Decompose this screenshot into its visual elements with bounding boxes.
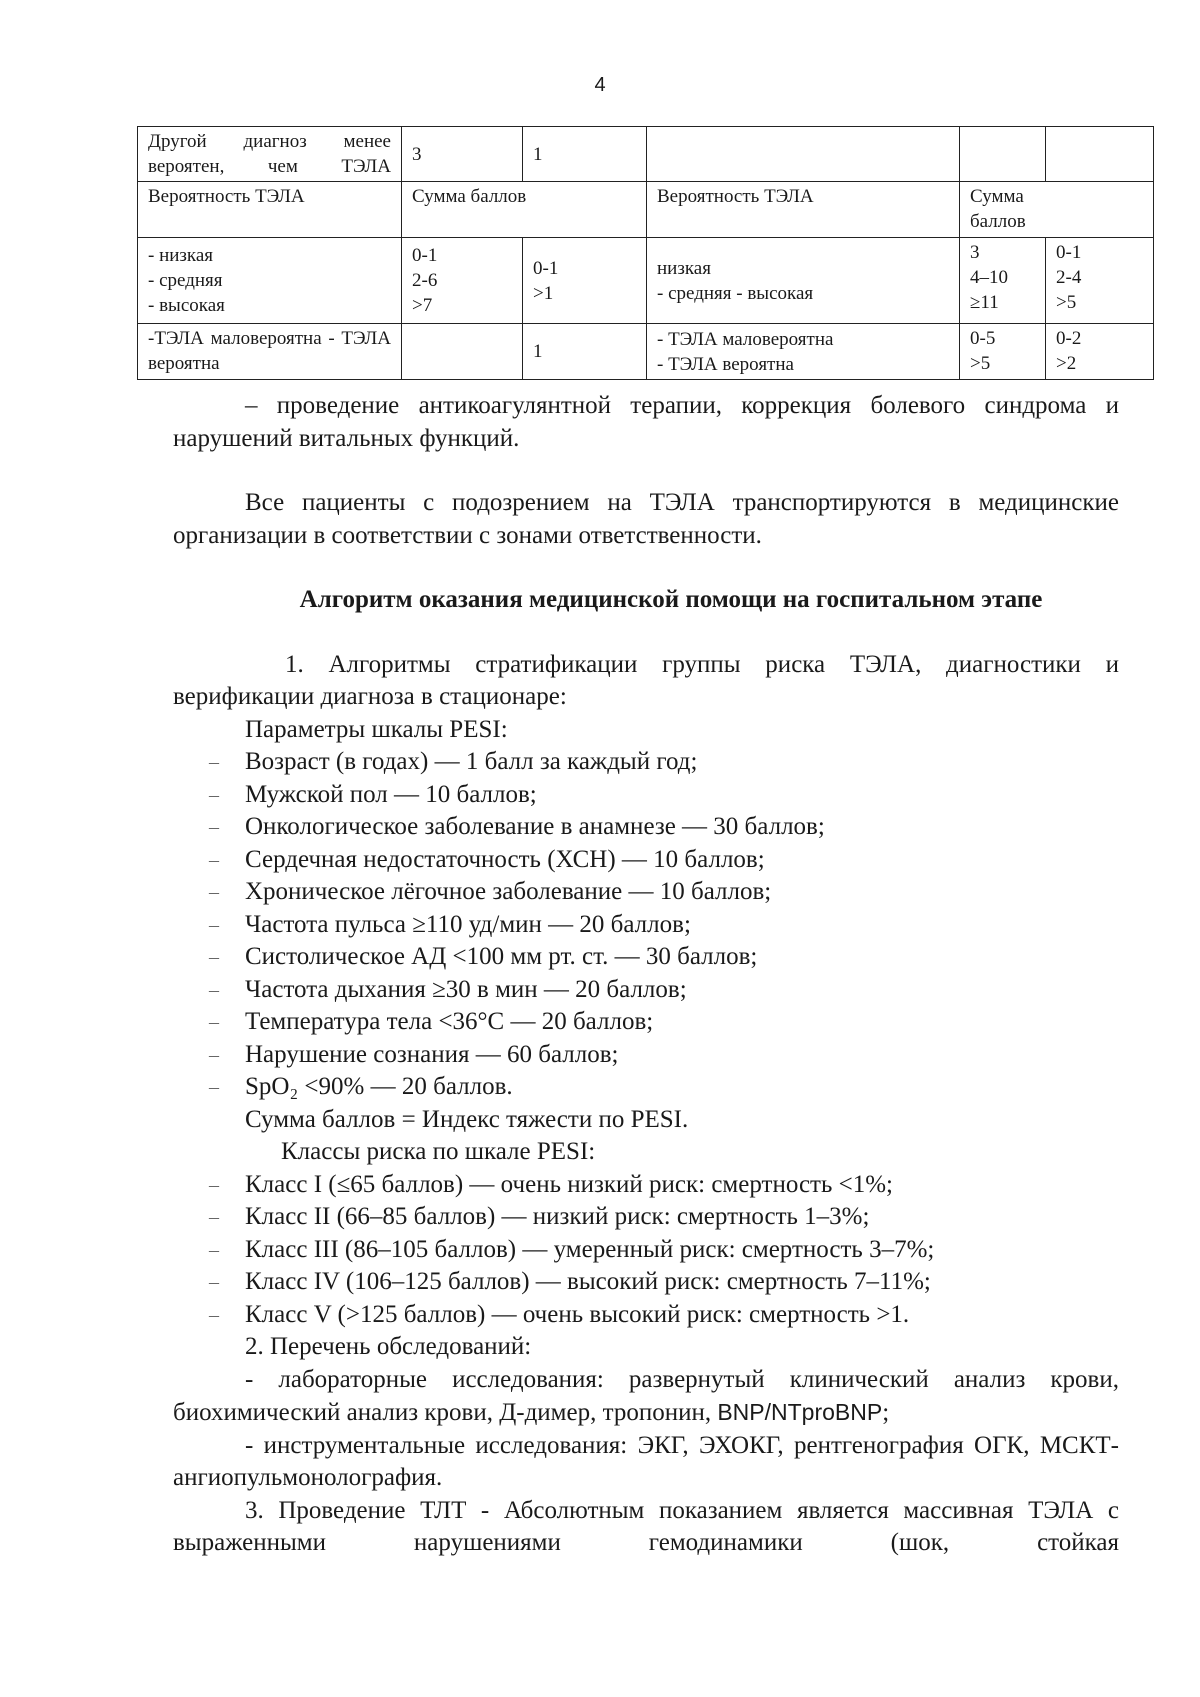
- table-row: [138, 182, 1154, 238]
- lab-end: ;: [882, 1399, 890, 1426]
- table-cell: [1046, 127, 1154, 182]
- lab-text: - лабораторные исследования: развернутый клинический анализ крови, биохимический анализ крови, Д-димер, тропонин,: [173, 1365, 1119, 1426]
- list-item: [173, 844, 1119, 877]
- table-cell: [647, 127, 960, 182]
- list-item-text: Систолическое АД <100 мм рт. ст. — 30 баллов;: [245, 943, 758, 970]
- item-3: 3. Проведение ТЛТ - Абсолютным показанием является массивная ТЭЛА с выраженными нарушениями гемодинамики (шок, стойкая: [173, 1496, 1119, 1556]
- table-cell: Сумма баллов: [402, 182, 647, 238]
- list-item: [173, 1201, 1119, 1234]
- dash-marker: –: [209, 1043, 219, 1066]
- list-item-text: Частота пульса ≥110 уд/мин — 20 баллов;: [245, 910, 691, 938]
- list-item: [173, 1071, 1119, 1104]
- paragraph-therapy: – проведение антикоагулянтной терапии, коррекция болевого синдрома и нарушений витальных функций.: [173, 392, 1119, 452]
- dash-marker: –: [209, 848, 219, 871]
- dash-marker: –: [209, 1076, 219, 1098]
- body-text: [173, 390, 1119, 1560]
- dash-marker: –: [209, 881, 219, 903]
- list-item: [173, 746, 1119, 779]
- list-item-text: Класс II (66–85 баллов) — низкий риск: смертность 1–3%;: [245, 1203, 870, 1230]
- list-item-text: Частота дыхания ≥30 в мин — 20 баллов;: [245, 975, 687, 1003]
- dash-marker: –: [209, 816, 219, 838]
- table-cell: 1: [523, 127, 647, 182]
- list-item-text: Онкологическое заболевание в анамнезе — 30 баллов;: [245, 813, 825, 840]
- paragraph-instrumental: - инструментальные исследования: ЭКГ, ЭХОКГ, рентгенография ОГК, МСКТ-ангиопульмонолография.: [173, 1431, 1119, 1491]
- dash-marker: –: [209, 1303, 219, 1326]
- list-item: [173, 1266, 1119, 1299]
- table-cell: Сумма баллов: [960, 182, 1154, 238]
- page-number: 4: [594, 74, 606, 96]
- table-cell: Другой диагноз менее вероятен, чем ТЭЛА: [138, 127, 402, 182]
- dash-marker: –: [209, 946, 219, 968]
- dash-marker: –: [209, 1271, 219, 1293]
- list-item: [173, 1234, 1119, 1267]
- list-item: [173, 1039, 1119, 1072]
- dash-marker: –: [209, 1238, 219, 1261]
- item-1: 1. Алгоритмы стратификации группы риска ТЭЛА, диагностики и верификации диагноза в стационаре:: [173, 650, 1119, 710]
- table-cell: Вероятность ТЭЛА: [138, 182, 402, 238]
- table-row: [138, 324, 1154, 380]
- list-item: [173, 876, 1119, 909]
- table-row: [138, 238, 1154, 324]
- table-cell: [960, 127, 1046, 182]
- table-cell: низкая - средняя - высокая: [647, 238, 960, 324]
- section-heading: Алгоритм оказания медицинской помощи на госпитальном этапе: [299, 586, 1043, 613]
- paragraph-lab: [173, 1364, 1119, 1430]
- dash-marker: –: [209, 1011, 219, 1033]
- pesi-classes-list: [173, 1169, 1119, 1332]
- list-item: [173, 941, 1119, 974]
- list-item: [173, 909, 1119, 942]
- dash-marker: –: [209, 1173, 219, 1196]
- list-item: [173, 1169, 1119, 1202]
- dash-marker: –: [209, 751, 219, 773]
- dash-marker: –: [209, 1206, 219, 1228]
- pesi-classes-title: Классы риска по шкале PESI:: [281, 1138, 596, 1165]
- list-item: [173, 811, 1119, 844]
- list-item-text: Класс V (>125 баллов) — очень высокий риск: смертность >1.: [245, 1300, 910, 1328]
- list-item-text: Температура тела <36°С — 20 баллов;: [245, 1008, 654, 1035]
- dash-marker: –: [209, 913, 219, 936]
- table-cell: 0-1 2-4 >5: [1046, 238, 1154, 324]
- dash-marker: –: [209, 978, 219, 1001]
- list-item-text: Мужской пол — 10 баллов;: [245, 780, 537, 808]
- table-cell: 0-2 >2: [1046, 324, 1154, 380]
- table-cell: Вероятность ТЭЛА: [647, 182, 960, 238]
- list-item-text: Возраст (в годах) — 1 балл за каждый год;: [245, 748, 698, 775]
- list-item: [173, 1299, 1119, 1332]
- list-item-text: Класс I (≤65 баллов) — очень низкий риск: смертность <1%;: [245, 1170, 893, 1198]
- table-row: [138, 127, 1154, 182]
- list-item-text: Хроническое лёгочное заболевание — 10 баллов;: [245, 878, 772, 905]
- list-item-text: Класс IV (106–125 баллов) — высокий риск: смертность 7–11%;: [245, 1268, 931, 1295]
- table-cell: [402, 324, 523, 380]
- table-cell: 0-1 >1: [523, 238, 647, 324]
- list-item: [173, 779, 1119, 812]
- table-cell: 0-1 2-6 >7: [402, 238, 523, 324]
- table-cell: - ТЭЛА маловероятна - ТЭЛА вероятна: [647, 324, 960, 380]
- pesi-sum: Сумма баллов = Индекс тяжести по PESI.: [245, 1105, 689, 1133]
- dash-marker: –: [209, 783, 219, 806]
- lab-markers: BNP/NTproBNP: [717, 1399, 883, 1425]
- table-cell: - низкая - средняя - высокая: [138, 238, 402, 324]
- paragraph-transport: Все пациенты с подозрением на ТЭЛА транспортируются в медицинские организации в соответствии с зонами ответственности.: [173, 489, 1119, 549]
- pesi-params-title: Параметры шкалы PESI:: [245, 715, 508, 743]
- list-item-text: Нарушение сознания — 60 баллов;: [245, 1040, 619, 1068]
- table-cell: 3 4–10 ≥11: [960, 238, 1046, 324]
- list-item-text: Сердечная недостаточность (ХСН) — 10 баллов;: [245, 845, 765, 873]
- table-cell: 3: [402, 127, 523, 182]
- probability-table: [137, 126, 1154, 380]
- item-2: 2. Перечень обследований:: [245, 1333, 532, 1360]
- pesi-params-list: [173, 746, 1119, 1104]
- list-item: [173, 974, 1119, 1007]
- list-item-text: SpO₂ <90% — 20 баллов.: [245, 1073, 513, 1100]
- list-item-text: Класс III (86–105 баллов) — умеренный риск: смертность 3–7%;: [245, 1235, 935, 1263]
- table-cell: -ТЭЛА маловероятна - ТЭЛА вероятна: [138, 324, 402, 380]
- list-item: [173, 1006, 1119, 1039]
- table-cell: 1: [523, 324, 647, 380]
- table-cell: 0-5 >5: [960, 324, 1046, 380]
